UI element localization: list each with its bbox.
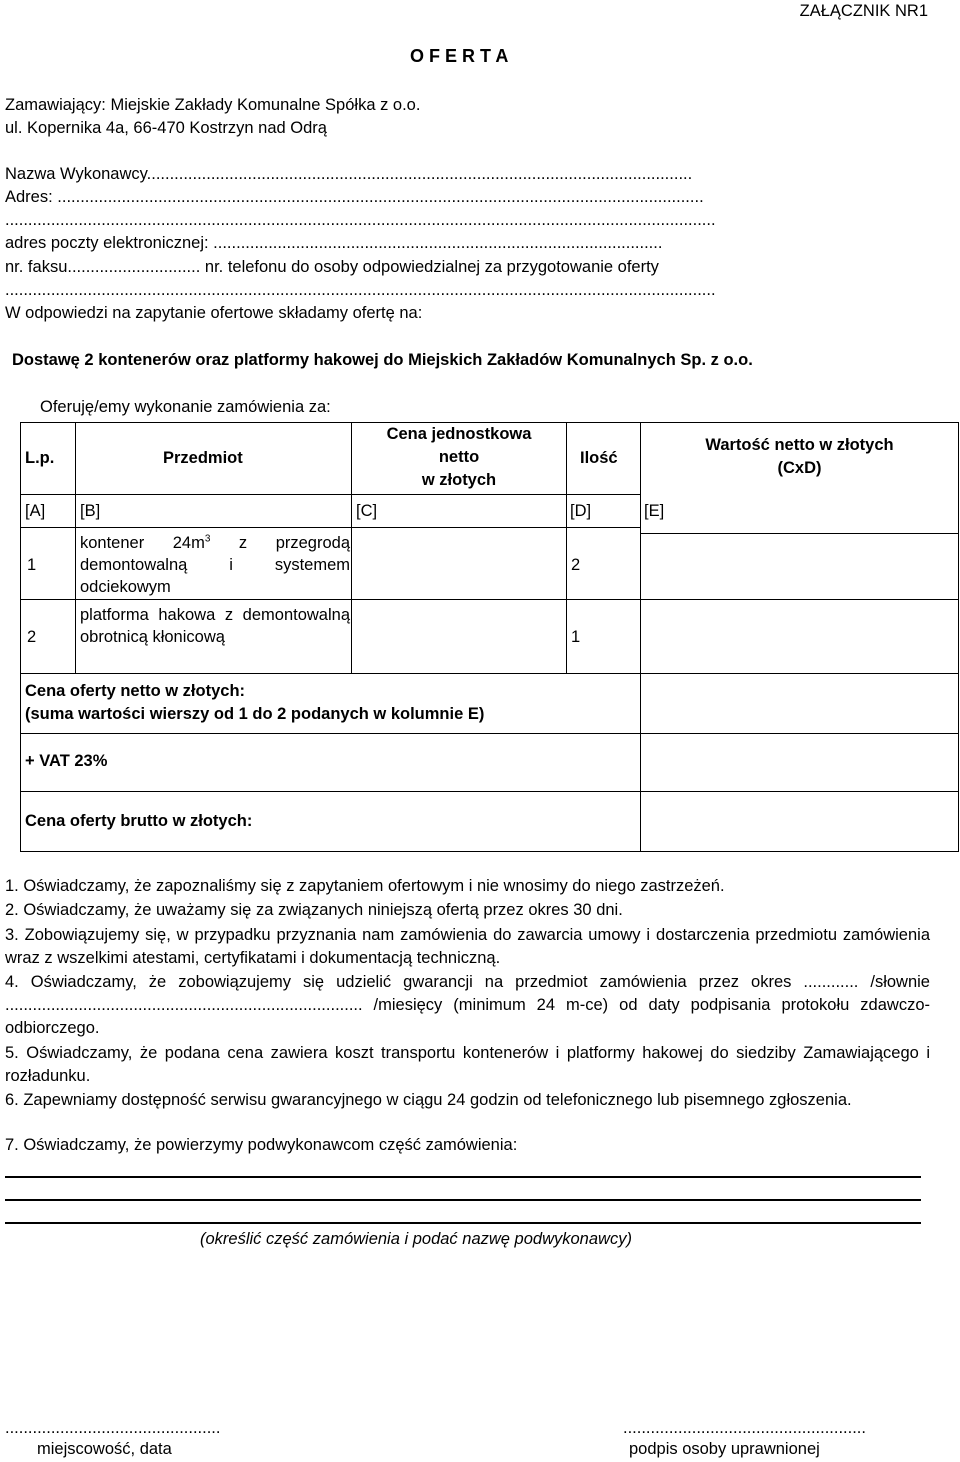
header-unit-price-3: w złotych — [421, 471, 497, 489]
statement-1: 1. Oświadczamy, że zapoznaliśmy się z zapytaniem ofertowym i nie wnosimy do niego zastrzeżeń. — [5, 877, 725, 895]
orderer-line1: Zamawiający: Miejskie Zakłady Komunalne Spółka z o.o. — [5, 96, 421, 114]
signature-dots: ..................................................... — [623, 1419, 866, 1437]
net-total-sublabel: (suma wartości wierszy od 1 do 2 podanych w kolumnie E) — [25, 705, 485, 723]
header-unit-price-1: Cena jednostkowa — [386, 425, 532, 443]
annex-label: ZAŁĄCZNIK NR1 — [799, 2, 928, 20]
subcontract-hint: (określić część zamówienia i podać nazwę podwykonawcy) — [200, 1230, 632, 1248]
statement-6: 6. Zapewniamy dostępność serwisu gwarancyjnego w ciągu 24 godzin od telefonicznego lub pisemnego zgłoszenia. — [5, 1091, 852, 1109]
row2-lp: 2 — [27, 628, 37, 646]
contractor-email-field: adres poczty elektronicznej: .................................................................................................. — [5, 234, 663, 252]
header-quantity: Ilość — [580, 449, 618, 467]
subcontract-line-1 — [5, 1176, 921, 1178]
contractor-address-cont: ........................................................................................................................................................... — [5, 211, 716, 229]
header-lp: L.p. — [25, 449, 55, 467]
offer-for-label: Oferuję/emy wykonanie zamówienia za: — [40, 398, 331, 416]
column-code-b: [B] — [80, 502, 101, 520]
column-code-c: [C] — [356, 502, 378, 520]
row1-qty: 2 — [571, 556, 581, 574]
column-code-e: [E] — [644, 502, 665, 520]
subcontract-line-3 — [5, 1222, 921, 1224]
contractor-address-field: Adres: ............................................................................................................................................. — [5, 188, 704, 206]
orderer-line2: ul. Kopernika 4a, 66-470 Kostrzyn nad Odrą — [5, 119, 327, 137]
net-total-label: Cena oferty netto w złotych: — [25, 682, 246, 700]
contractor-name-field: Nazwa Wykonawcy....................................................................................................................... — [5, 165, 693, 183]
subcontract-line-2 — [5, 1199, 921, 1201]
vat-label: + VAT 23% — [25, 752, 108, 770]
signature-label: podpis osoby uprawnionej — [629, 1440, 820, 1458]
order-subject: Dostawę 2 kontenerów oraz platformy hakowej do Miejskich Zakładów Komunalnych Sp. z o.o. — [12, 351, 753, 369]
row1-lp: 1 — [27, 556, 37, 574]
statement-3: 3. Zobowiązujemy się, w przypadku przyznania nam zamówienia do zawarcia umowy i dostarczenia przedmiotu zamówienia wraz z wszelkimi atestami, certyfikatami i dokumentacją techniczną. — [5, 926, 930, 967]
column-code-d: [D] — [570, 502, 592, 520]
contractor-fax-phone-field: nr. faksu............................. nr. telefonu do osoby odpowiedzialnej za przygotowanie oferty — [5, 258, 659, 276]
intro-text: W odpowiedzi na zapytanie ofertowe składamy ofertę na: — [5, 304, 423, 322]
gross-total-label: Cena oferty brutto w złotych: — [25, 812, 253, 830]
header-unit-price-2: netto — [438, 448, 480, 466]
place-date-label: miejscowość, data — [37, 1440, 172, 1458]
place-date-dots: ............................................... — [5, 1419, 221, 1437]
statement-4: 4. Oświadczamy, że zobowiązujemy się udzielić gwarancji na przedmiot zamówienia przez okres ............ /słownie .............................................................................. /miesięcy (minimum 24 m-ce) od daty podpisania protokołu zdawczo-odbiorczego. — [5, 973, 930, 1037]
statement-2: 2. Oświadczamy, że uważamy się za związanych niniejszą ofertą przez okres 30 dni. — [5, 901, 623, 919]
statement-7: 7. Oświadczamy, że powierzymy podwykonawcom część zamówienia: — [5, 1136, 518, 1154]
header-subject: Przedmiot — [163, 449, 243, 467]
row2-item: platforma hakowa z demontowalną obrotnicą kłonicową — [80, 606, 350, 646]
statement-5: 5. Oświadczamy, że podana cena zawiera koszt transportu kontenerów i platformy hakowej do siedziby Zamawiającego i rozładunku. — [5, 1044, 930, 1085]
row1-item: kontener $24m^3$ z przegrodą demontowalną i systemem odciekowym — [80, 533, 350, 596]
header-net-value-1: Wartość netto w złotych — [705, 436, 894, 454]
column-code-a: [A] — [25, 502, 46, 520]
row2-qty: 1 — [571, 628, 581, 646]
header-net-value-2: (CxD) — [777, 459, 822, 477]
document-title: O F E R T A — [410, 46, 509, 66]
contractor-phone-cont: ........................................................................................................................................................... — [5, 281, 716, 299]
